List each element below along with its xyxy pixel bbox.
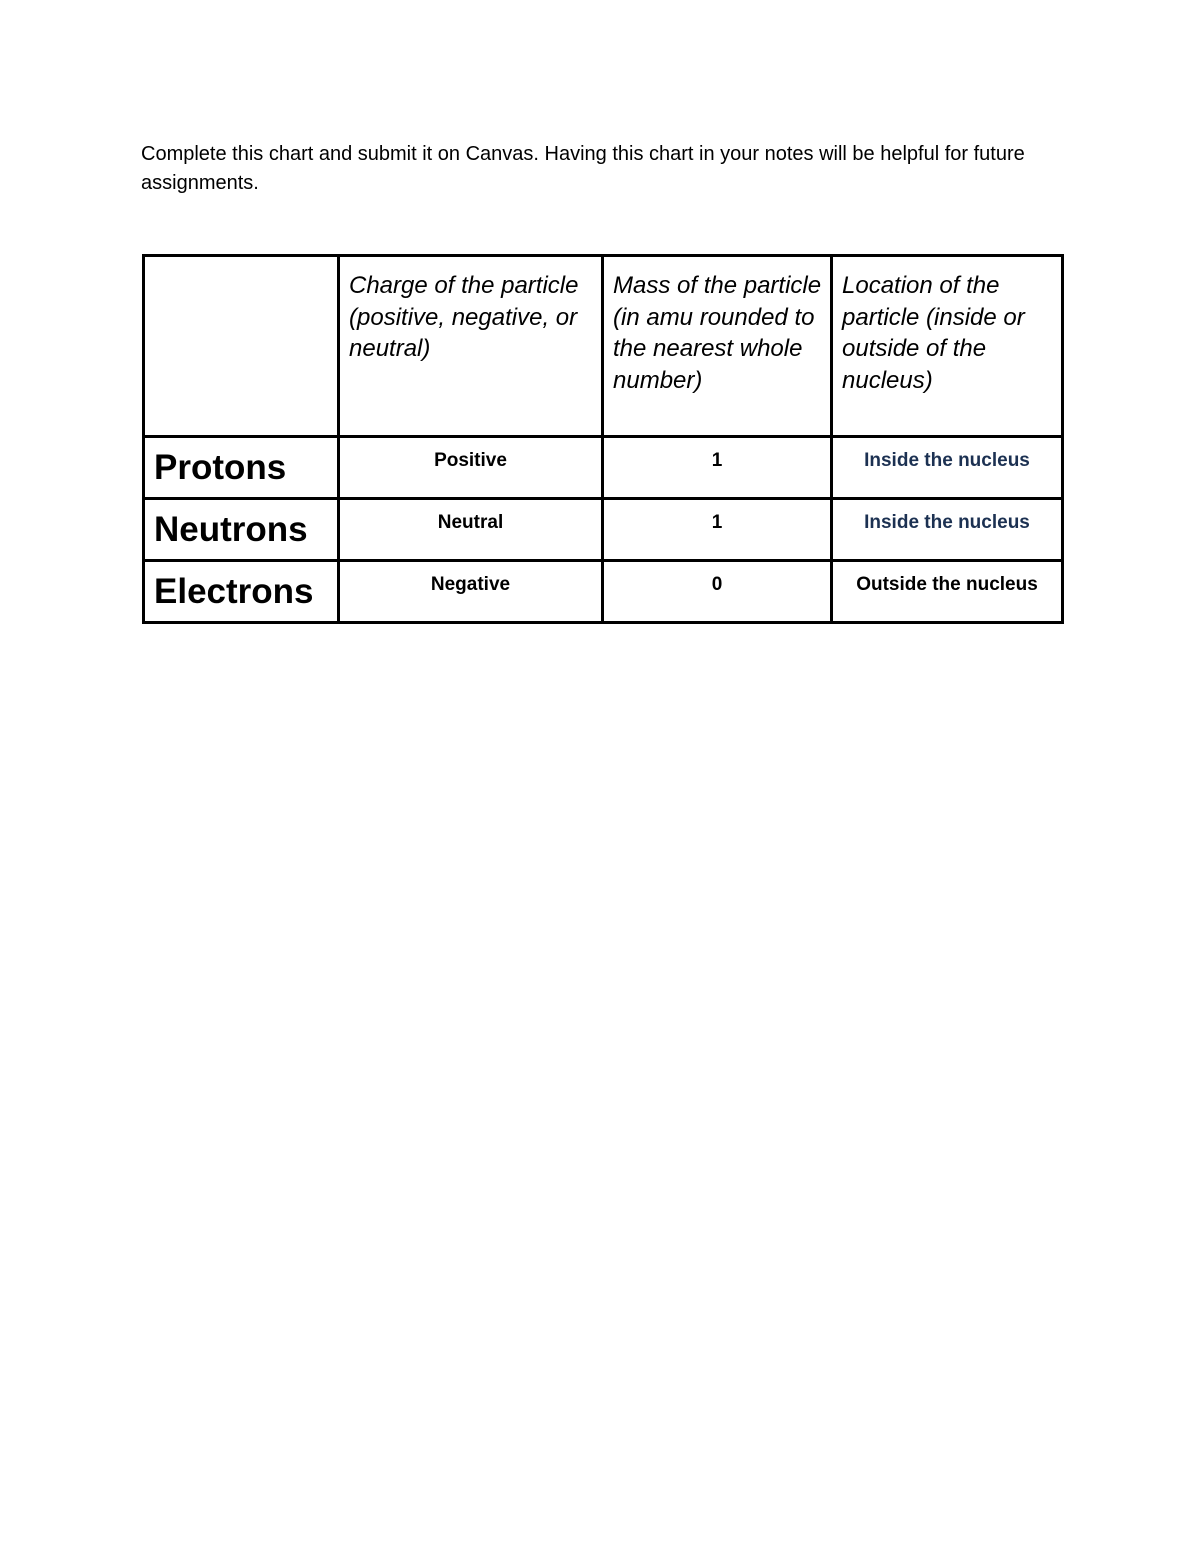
table-row-electrons — [144, 561, 1063, 623]
protons-location-cell[interactable]: Inside the nucleus — [832, 437, 1063, 499]
header-mass: Mass of the particle (in amu rounded to the nearest whole number) — [603, 256, 832, 437]
table-row-neutrons — [144, 499, 1063, 561]
header-location: Location of the particle (inside or outside of the nucleus) — [832, 256, 1063, 437]
neutrons-charge-cell[interactable]: Neutral — [339, 499, 603, 561]
header-charge: Charge of the particle (positive, negative, or neutral) — [339, 256, 603, 437]
electrons-mass-cell[interactable]: 0 — [603, 561, 832, 623]
row-label-electrons: Electrons — [144, 561, 339, 623]
instructions-text: Complete this chart and submit it on Canvas. Having this chart in your notes will be helpful for future assignments. — [141, 143, 1025, 194]
neutrons-location-cell[interactable]: Inside the nucleus — [832, 499, 1063, 561]
electrons-charge-cell[interactable]: Negative — [339, 561, 603, 623]
row-label-protons: Protons — [144, 437, 339, 499]
table-row-protons — [144, 437, 1063, 499]
table-header-row — [144, 256, 1063, 437]
particle-chart — [142, 254, 1064, 624]
row-label-neutrons: Neutrons — [144, 499, 339, 561]
neutrons-mass-cell[interactable]: 1 — [603, 499, 832, 561]
protons-mass-cell[interactable]: 1 — [603, 437, 832, 499]
header-corner-cell — [144, 256, 339, 437]
electrons-location-cell[interactable]: Outside the nucleus — [832, 561, 1063, 623]
protons-charge-cell[interactable]: Positive — [339, 437, 603, 499]
